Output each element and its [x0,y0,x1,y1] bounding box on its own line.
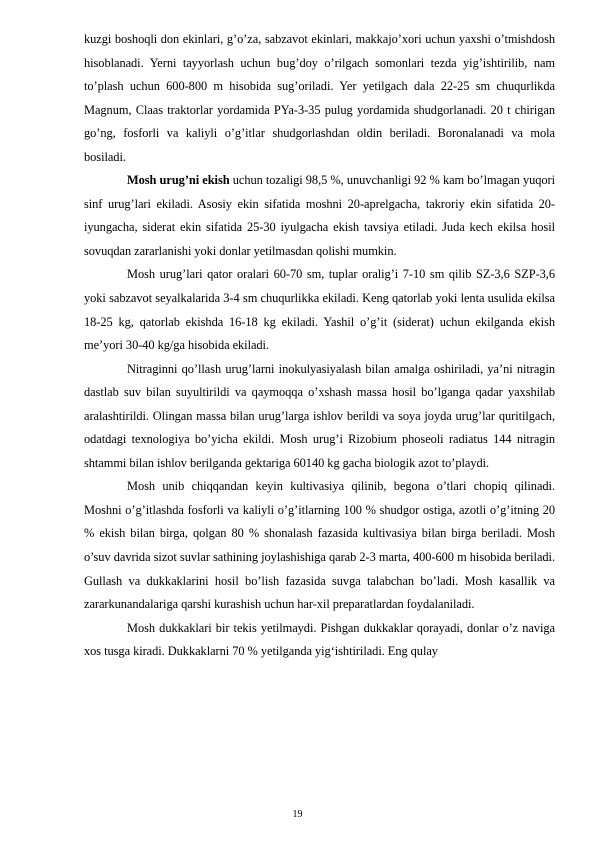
document-page [84,28,555,664]
paragraph-2 [84,169,555,263]
paragraph-5-text: Mosh unib chiqqandan keyin kultivasiya qilinib, begona o’tlari chopiq qilinadi. Moshni o’g’itlashda fosforli va kaliyli o’g’itlarning 100 % shudgor ostiga, azotli o’g’itning 20 % ekish bilan birga, qolgan 80 % shonalash fazasida kultivasiya bilan birga beriladi. Mosh o’suv davrida sizot suvlar sathining joylashishiga qarab 2-3 marta, 400-600 m hisobida beriladi. Gullash va dukkaklarini hosil bo’lish fazasida suvga talabchan bo’ladi. Mosh kasallik va zararkunandalariga qarshi kurashish uchun har-xil preparatlardan foydalaniladi. [84,479,555,612]
paragraph-6-text: Mosh dukkaklari bir tekis yetilmaydi. Pishgan dukkaklar qorayadi, donlar o’z naviga xos tusga kiradi. Dukkaklarni 70 % yetilganda yig‘ishtiriladi. Eng qulay [84,620,555,659]
paragraph-2-lead: Mosh urug’ni ekish [127,173,230,188]
paragraph-3-text: Mosh urug’lari qator oralari 60-70 sm, tuplar oralig’i 7-10 sm qilib SZ-3,6 SZP-3,6 yoki sabzavot seyalkalarida 3-4 sm chuqurlikka ekiladi. Keng qatorlab yoki lenta usulida ekilsa 18-25 kg, qatorlab ekishda 16-18 kg ekiladi. Yashil o’g’it (siderat) uchun ekilganda ekish me’yori 30-40 kg/ga hisobida ekiladi. [84,267,555,353]
paragraph-6 [84,617,555,664]
page-number: 19 [292,809,303,820]
paragraph-1-text: kuzgi boshoqli don ekinlari, g’o’za, sabzavot ekinlari, makkajo’xori uchun yaxshi o’tmishdosh hisoblanadi. Yerni tayyorlash uchun bug’doy o’rilgach somonlari tezda yig’ishtirilib, nam to’plash uchun 600-800 m hisobida sug’oriladi. Yer yetilgach dala 22-25 sm chuqurlikda Magnum, Claas traktorlar yordamida PYa-3-35 pulug yordamida shudgorlanadi. 20 t chirigan go’ng, fosforli va kaliyli o’g’itlar shudgorlashdan oldin beriladi. Boronalanadi va mola bosiladi. [84,32,555,164]
paragraph-2-text: uchun tozaligi 98,5 %, unuvchanligi 92 % kam bo’lmagan yuqori sinf urug’lari ekiladi. Asosiy ekin sifatida moshni 20-aprelgacha, takroriy ekin sifatida 20-iyungacha, siderat ekin sifatida 25-30 iyulgacha ekish tavsiya etiladi. Juda kech ekilsa hosil sovuqdan zararlanishi yoki donlar yetilmasdan qolishi mumkin. [84,173,555,258]
paragraph-4-text: Nitraginni qo’llash urug’larni inokulyasiyalash bilan amalga oshiriladi, ya’ni nitragin dastlab suv bilan suyultirildi va qaymoqqa o’xshash massa hosil bo’lganga qadar yaxshilab aralashtirildi. Olingan massa bilan urug’larga ishlov berildi va soya joyda urug’lar quritilgach, odatdagi texnologiya bo’yicha ekildi. Mosh urug’i Rizobium phoseoli radiatus 144 nitragin shtammi bilan ishlov berilganda gektariga 60140 kg gacha biologik azot to’playdi. [84,361,555,470]
paragraph-3 [84,263,555,357]
paragraph-1 [84,28,555,169]
paragraph-5 [84,475,555,616]
paragraph-4 [84,358,555,476]
